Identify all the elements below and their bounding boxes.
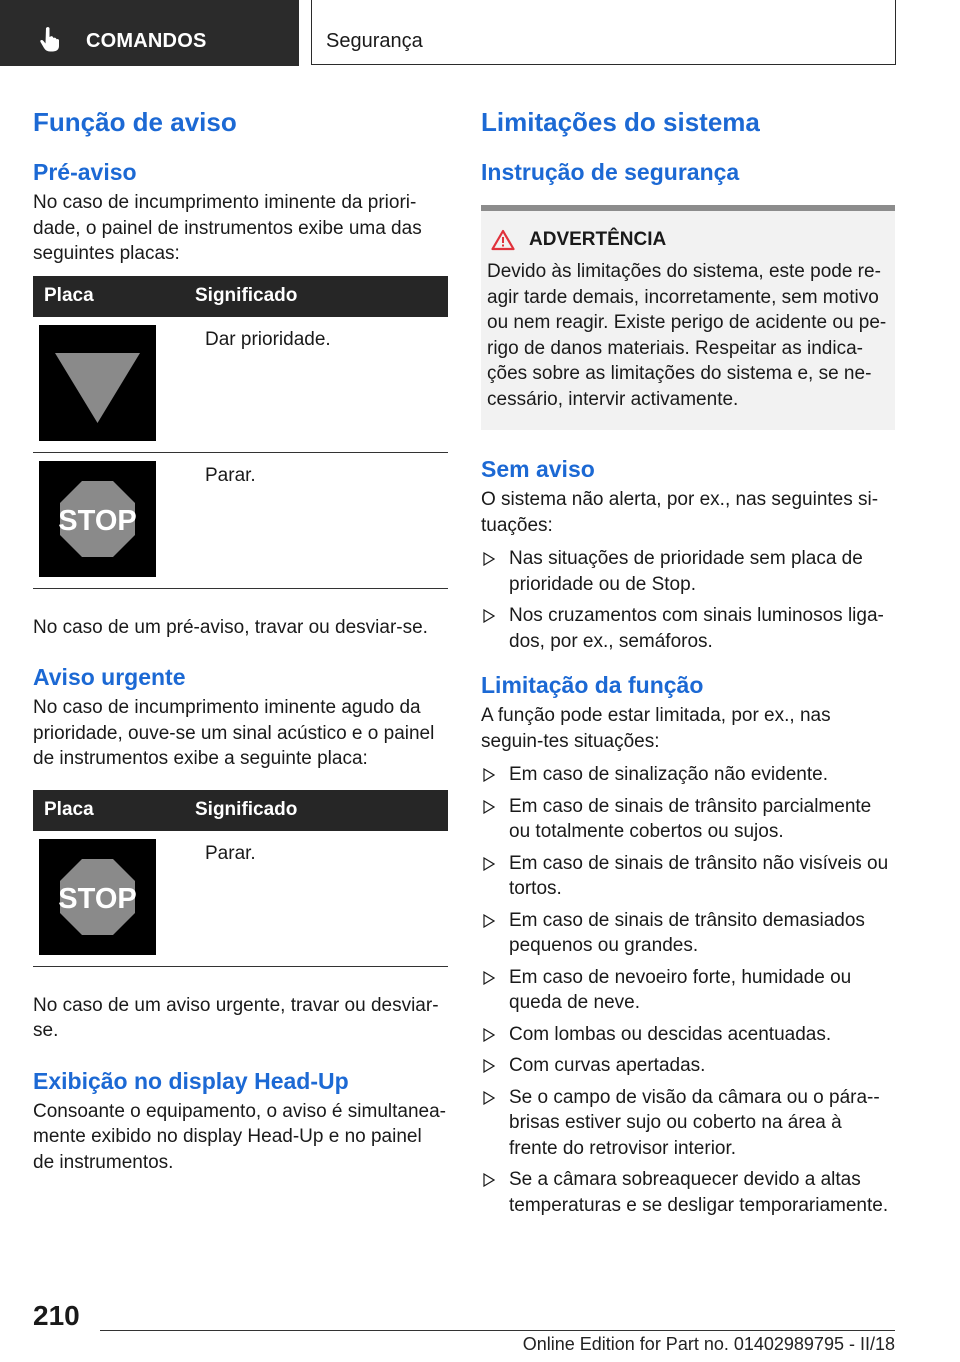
section-title: Segurança [326,30,423,52]
table-cell-meaning: Parar. [205,464,256,486]
bullet-triangle-icon [483,768,495,782]
yield-sign-icon [39,325,156,441]
warning-text: Devido às limitações do sistema, este pode re-agir tarde demais, incorretamente, sem motivo ou nem reagir. Existe perigo de acidente ou pe-rigo de danos materiais. Respeitar as indica-ções sobre as limitações do sistema e, se ne-cessário, intervir activamente. [487,261,887,410]
bullet-triangle-icon [483,800,495,814]
sem-aviso-list [481,546,895,654]
footer-edition: Online Edition for Part no. 01402989795 - II/18 [522,1334,895,1354]
list-item [481,546,895,597]
list-item-text: Em caso de sinais de trânsito não visíveis ou tortos. [509,852,889,899]
stop-sign-image [39,839,156,955]
warning-triangle-icon [491,229,515,251]
list-item-text: Em caso de sinais de trânsito demasiados pequenos ou grandes. [509,909,865,956]
table-header [33,276,448,317]
preaviso-intro: No caso de incumprimento iminente da priori-dade, o painel de instrumentos exibe uma das seguintes placas: [33,192,422,264]
bullet-triangle-icon [483,1091,495,1105]
limitacao-heading: Limitação da função [481,672,704,698]
sem-aviso-intro: O sistema não alerta, por ex., nas seguintes si-tuações: [481,489,879,536]
list-item-text: Em caso de sinalização não evidente. [509,764,828,785]
footer-divider [100,1330,895,1331]
bullet-triangle-icon [483,552,495,566]
hud-heading: Exibição no display Head-Up [33,1067,349,1094]
table-header-placa: Placa [44,285,94,306]
list-item [481,908,895,959]
urgente-heading: Aviso urgente [33,664,186,690]
bullet-triangle-icon [483,971,495,985]
svg-text:STOP: STOP [58,504,137,537]
table-row [33,317,448,453]
list-item [481,603,895,654]
svg-text:STOP: STOP [58,882,137,915]
yield-sign-image [39,325,156,441]
bullet-triangle-icon [483,1028,495,1042]
page-title-left: Função de aviso [33,107,237,137]
list-item-text: Se a câmara sobreaquecer devido a altas temperaturas e se desligar temporariamente. [509,1169,889,1216]
limitacao-list [481,762,895,1218]
bullet-triangle-icon [483,1059,495,1073]
warning-box [481,205,895,430]
table-row [33,831,448,967]
warning-title [487,229,889,251]
list-item [481,1167,895,1218]
stop-sign-icon [39,839,156,955]
list-item [481,851,895,902]
list-item-text: Com lombas ou descidas acentuadas. [509,1023,832,1045]
urgente-table [33,790,448,967]
list-item [481,1085,895,1162]
bullet-triangle-icon [483,914,495,928]
list-item [481,1053,895,1079]
page-title-right: Limitações do sistema [481,107,760,137]
table-header [33,790,448,831]
table-cell-meaning: Dar prioridade. [205,328,331,350]
preaviso-table [33,276,448,589]
table-cell-meaning: Parar. [205,842,256,864]
chapter-tab[interactable] [0,0,299,66]
hand-pointer-icon [38,26,62,52]
limitacao-intro: A função pode estar limitada, por ex., nas seguin-tes situações: [481,705,831,752]
right-column [481,100,895,1224]
stop-sign-icon [39,461,156,577]
list-item [481,762,895,788]
list-item-text: Com curvas apertadas. [509,1055,706,1076]
bullet-triangle-icon [483,609,495,623]
stop-sign-image [39,461,156,577]
list-item-text: Nos cruzamentos com sinais luminosos liga-dos, por ex., semáforos. [509,605,884,652]
warning-title-text: ADVERTÊNCIA [529,229,667,250]
sem-aviso-heading: Sem aviso [481,456,595,482]
list-item [481,965,895,1016]
table-row [33,453,448,589]
bullet-triangle-icon [483,1173,495,1187]
table-header-placa: Placa [44,799,94,820]
list-item-text: Em caso de sinais de trânsito parcialmente ou totalmente cobertos ou sujos. [509,795,872,842]
left-column [33,100,448,1175]
urgente-after: No caso de um aviso urgente, travar ou desviar-se. [33,994,439,1041]
list-item-text: Nas situações de prioridade sem placa de prioridade ou de Stop. [509,548,863,595]
page-number: 210 [33,1300,80,1331]
urgente-intro: No caso de incumprimento iminente agudo da prioridade, ouve-se um sinal acústico e o painel de instrumentos exibe a seguinte placa: [33,697,435,769]
list-item-text: Em caso de nevoeiro forte, humidade ou queda de neve. [509,966,852,1013]
preaviso-heading: Pré-aviso [33,159,137,185]
hud-text: Consoante o equipamento, o aviso é simultanea-mente exibido no display Head-Up e no painel de instrumentos. [33,1100,446,1173]
list-item [481,794,895,845]
table-header-significado: Significado [195,285,298,306]
list-item [481,1022,895,1048]
chapter-tab-label: COMANDOS [86,30,207,52]
safety-heading: Instrução de segurança [481,159,740,185]
section-header [311,0,896,65]
bullet-triangle-icon [483,857,495,871]
preaviso-after: No caso de um pré-aviso, travar ou desviar-se. [33,616,428,638]
list-item-text: Se o campo de visão da câmara ou o pára--brisas estiver sujo ou coberto na área à frente do retrovisor interior. [509,1086,880,1159]
table-header-significado: Significado [195,799,298,820]
